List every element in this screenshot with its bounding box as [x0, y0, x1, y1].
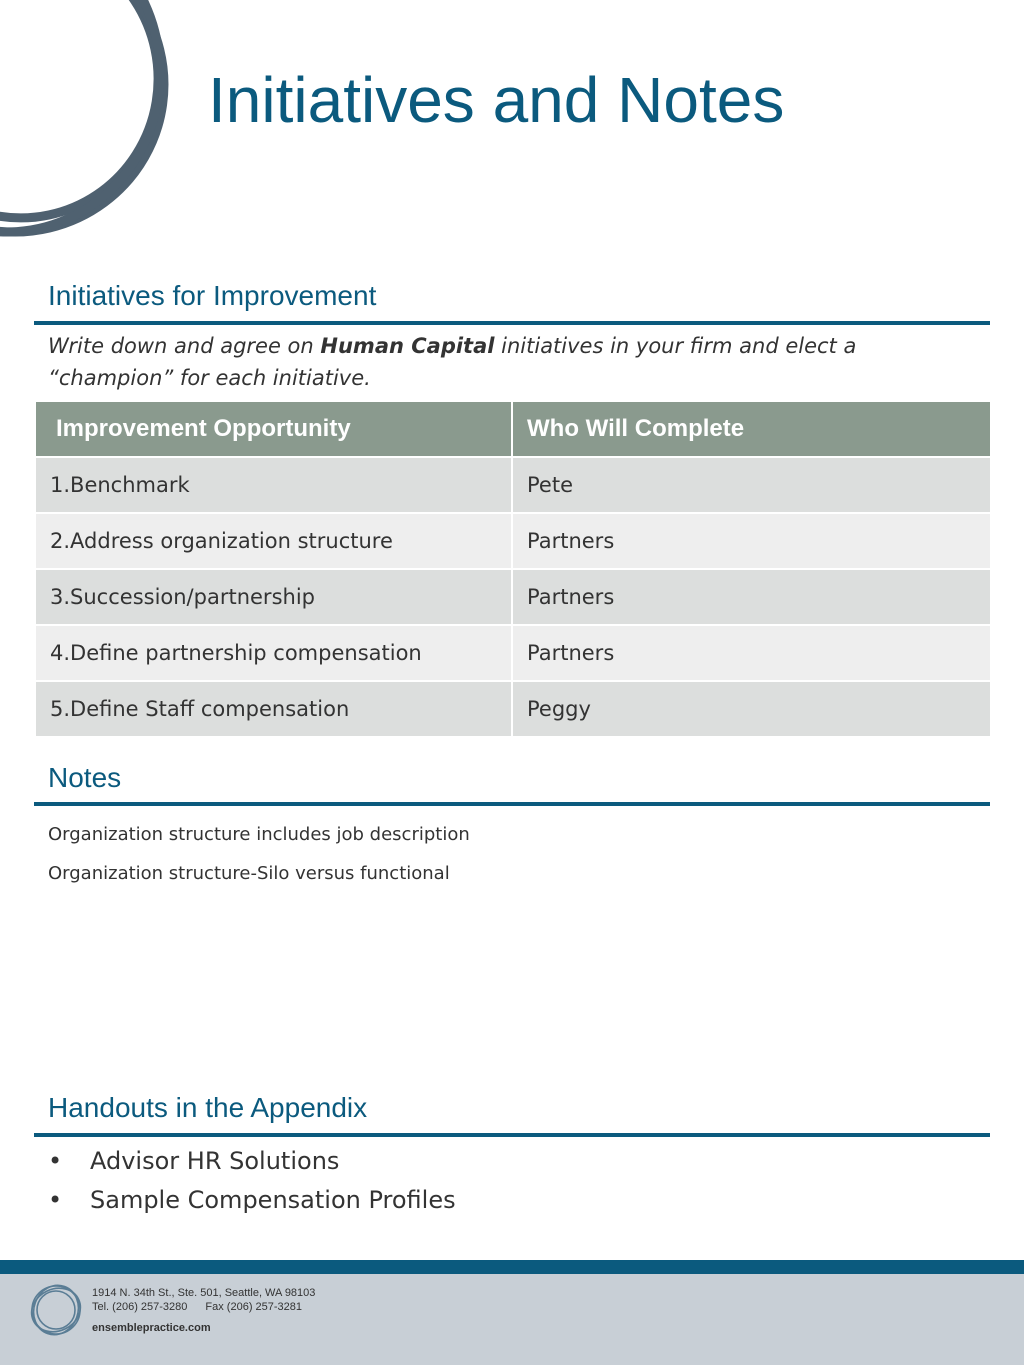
list-item: Organization structure-Silo versus functional [48, 863, 450, 884]
owner-cell: Partners [512, 569, 991, 625]
table-row [35, 569, 991, 625]
intro-text-end: initiatives in your firm and elect a “champion” for each initiative. [48, 334, 857, 390]
decorative-rings-logo [0, 0, 200, 250]
table-row [35, 625, 991, 681]
table-row [35, 457, 991, 513]
ensemble-logo-icon [28, 1282, 84, 1338]
owner-cell: Partners [512, 513, 991, 569]
initiatives-divider [34, 321, 990, 325]
owner-cell: Partners [512, 625, 991, 681]
footer-address: 1914 N. 34th St., Ste. 501, Seattle, WA 98103 [92, 1287, 316, 1299]
footer-phone-line [92, 1300, 315, 1314]
initiatives-heading: Initiatives for Improvement [48, 280, 377, 311]
column-header-owner: Who Will Complete [512, 401, 991, 457]
footer-contact [92, 1286, 315, 1335]
list-item [48, 1144, 456, 1183]
handouts-list [48, 1144, 456, 1222]
bullet-icon: • [48, 1186, 63, 1214]
table-row [35, 681, 991, 737]
footer-band [0, 1260, 1024, 1274]
notes-divider [34, 802, 990, 806]
initiatives-table [34, 400, 992, 738]
opportunity-cell: 2.Address organization structure [35, 513, 512, 569]
notes-heading: Notes [48, 762, 122, 793]
intro-text-emphasis: Human Capital [320, 334, 495, 358]
footer [0, 1274, 1024, 1365]
footer-tel: Tel. (206) 257-3280 [92, 1301, 188, 1313]
bullet-icon: • [48, 1147, 63, 1175]
opportunity-cell: 3.Succession/partnership [35, 569, 512, 625]
handouts-divider [34, 1133, 990, 1137]
handout-label: Sample Compensation Profiles [90, 1186, 456, 1214]
page-title: Initiatives and Notes [208, 64, 785, 136]
column-header-opportunity: Improvement Opportunity [35, 401, 512, 457]
opportunity-cell: 4.Define partnership compensation [35, 625, 512, 681]
list-item: Organization structure includes job description [48, 824, 470, 845]
notes-list [48, 822, 470, 900]
owner-cell: Pete [512, 457, 991, 513]
footer-website-link[interactable]: ensemblepractice.com [92, 1322, 211, 1334]
table-row [35, 513, 991, 569]
opportunity-cell: 1.Benchmark [35, 457, 512, 513]
table-header-row [35, 401, 991, 457]
handouts-heading: Handouts in the Appendix [48, 1092, 368, 1123]
footer-fax: Fax (206) 257-3281 [205, 1301, 303, 1313]
opportunity-cell: 5.Define Staff compensation [35, 681, 512, 737]
initiatives-instructions [48, 330, 948, 394]
list-item [48, 1183, 456, 1222]
intro-text-start: Write down and agree on [48, 334, 321, 358]
owner-cell: Peggy [512, 681, 991, 737]
handout-label: Advisor HR Solutions [90, 1147, 340, 1175]
